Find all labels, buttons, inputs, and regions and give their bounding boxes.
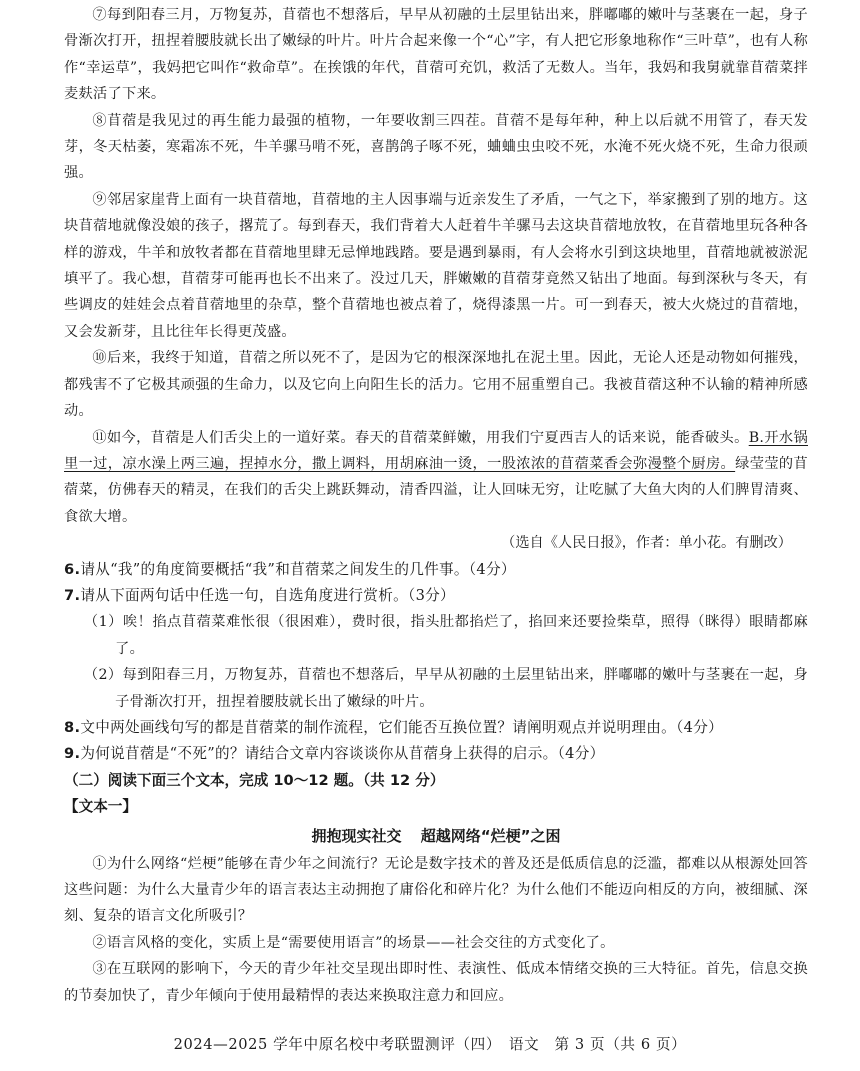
paragraph-11-end: 绿莹莹的苜蓿菜，仿佛春天的精灵，在我们的舌尖上跳跃舞动，清香四溢，让人回味无穷，让吃腻了大鱼大肉的人们脾胃清爽、食欲大增。 (64, 455, 808, 525)
question-7-option-1: （1）唉！掐点苜蓿菜难怅很（很困难），费时很，指头肚都掐烂了，掐回来还要捡柴草，照得（眯得）眼睛都麻了。 (83, 614, 808, 657)
paragraph-9: ⑨邻居家崖背上面有一块苜蓿地，苜蓿地的主人因事端与近亲发生了矛盾，一气之下，举家搬到了别的地方。这块苜蓿地就像没娘的孩子，撂荒了。每到春天，我们背着大人赶着牛羊骡马去这块苜蓿地放牧，在苜蓿地里玩各种各样的游戏，牛羊和放牧者都在苜蓿地里肆无忌惮地践踏。要是遇到暴雨，有人会将水引到这块地里，苜蓿地就被淤泥填平了。我心想，苜蓿芽可能再也长不出来了。没过几天，胖嫩嫩的苜蓿芽竟然又钻出了地面。每到深秋与冬天，有些调皮的娃娃会点着苜蓿地里的杂草，整个苜蓿地也被点着了，烧得漆黑一片。可一到春天，被大火烧过的苜蓿地，又会发新芽，且比往年长得更茂盛。 (64, 191, 808, 340)
page-footer: 2024—2025 学年中原名校中考联盟测评（四） 语文 第 3 页（共 6 页） (173, 1036, 687, 1053)
source-citation: （选自《人民日报》，作者：单小花。有删改） (501, 535, 792, 552)
text-one-label: 【文本一】 (64, 798, 137, 816)
paragraph-11-intro: ⑪如今，苜蓿是人们舌尖上的一道好菜。春天的苜蓿菜鲜嫩，用我们宁夏西吉人的话来说，能香破头。 (92, 429, 749, 446)
article-paragraph-3: ③在互联网的影响下，今天的青少年社交呈现出即时性、表演性、低成本情绪交换的三大特征。首先，信息交换的节奏加快了，青少年倾向于使用最精悍的表达来换取注意力和回应。 (64, 961, 808, 1004)
question-text: 为何说苜蓿是“不死”的？请结合文章内容谈谈你从苜蓿身上获得的启示。（4分） (80, 745, 605, 763)
question-number: 9. (64, 745, 81, 763)
question-number: 7. (64, 586, 81, 604)
question-number: 8. (64, 718, 81, 736)
question-text: 请从“我”的角度简要概括“我”和苜蓿菜之间发生的几件事。（4分） (80, 560, 516, 578)
article-title: 拥抱现实社交 超越网络“烂梗”之困 (311, 826, 561, 845)
paragraph-11 (64, 425, 808, 531)
question-8 (64, 715, 808, 741)
question-7-option-2: （2）每到阳春三月，万物复苏，苜蓿也不想落后，早早从初融的土层里钻出来，胖嘟嘟的嫩叶与茎裹在一起，身子骨渐次打开，扭捏着腰肢就长出了嫩绿的叶片。 (83, 667, 808, 710)
underlined-sentence-b: B.开水锅里一过，凉水澡上两三遍，捏掉水分，撒上调料，用胡麻油一烫，一股浓浓的苜蓿菜香会弥漫整个厨房。 (64, 429, 808, 472)
article-paragraph-1: ①为什么网络“烂梗”能够在青少年之间流行？无论是数字技术的普及还是低质信息的泛滥，都难以从根源处回答这些问题：为什么大量青少年的语言表达主动拥抱了庸俗化和碎片化？为什么他们不能迈向相反的方向，被细腻、深刻、复杂的语言文化所吸引？ (64, 855, 808, 925)
paragraph-7: ⑦每到阳春三月，万物复苏，苜蓿也不想落后，早早从初融的土层里钻出来，胖嘟嘟的嫩叶与茎裹在一起，身子骨渐次打开，扭捏着腰肢就长出了嫩绿的叶片。叶片合起来像一个“心”字，有人把它形象地称作“三叶草”，也有人称作“幸运草”，我妈把它叫作“救命草”。在挨饿的年代，苜蓿可充饥，救活了无数人。当年，我妈和我舅就靠苜蓿菜拌麦麸活了下来。 (64, 7, 808, 103)
question-9 (64, 741, 808, 767)
question-text: 文中两处画线句写的都是苜蓿菜的制作流程，它们能否互换位置？请阐明观点并说明理由。（4分） (80, 718, 724, 736)
question-6 (64, 557, 808, 583)
question-number: 6. (64, 560, 81, 578)
paragraph-8: ⑧苜蓿是我见过的再生能力最强的植物，一年要收割三四茬。苜蓿不是每年种，种上以后就不用管了，春天发芽，冬天枯萎，寒霜冻不死，牛羊骡马啃不死，喜鹊鸽子啄不死，蛐蛐虫虫咬不死，水淹不死火烧不死，生命力很顽强。 (64, 112, 808, 182)
question-text: 请从下面两句话中任选一句，自选角度进行赏析。（3分） (80, 586, 455, 604)
section-heading: （二）阅读下面三个文本，完成 10～12 题。（共 12 分） (64, 771, 445, 789)
paragraph-10: ⑩后来，我终于知道，苜蓿之所以死不了，是因为它的根深深地扎在泥土里。因此，无论人还是动物如何摧残，都残害不了它极其顽强的生命力，以及它向上向阳生长的活力。它用不屈重塑自己。我被苜蓿这种不认输的精神所感动。 (64, 350, 808, 420)
question-7 (64, 583, 808, 609)
article-paragraph-2: ②语言风格的变化，实质上是“需要使用语言”的场景——社会交往的方式变化了。 (92, 934, 615, 951)
